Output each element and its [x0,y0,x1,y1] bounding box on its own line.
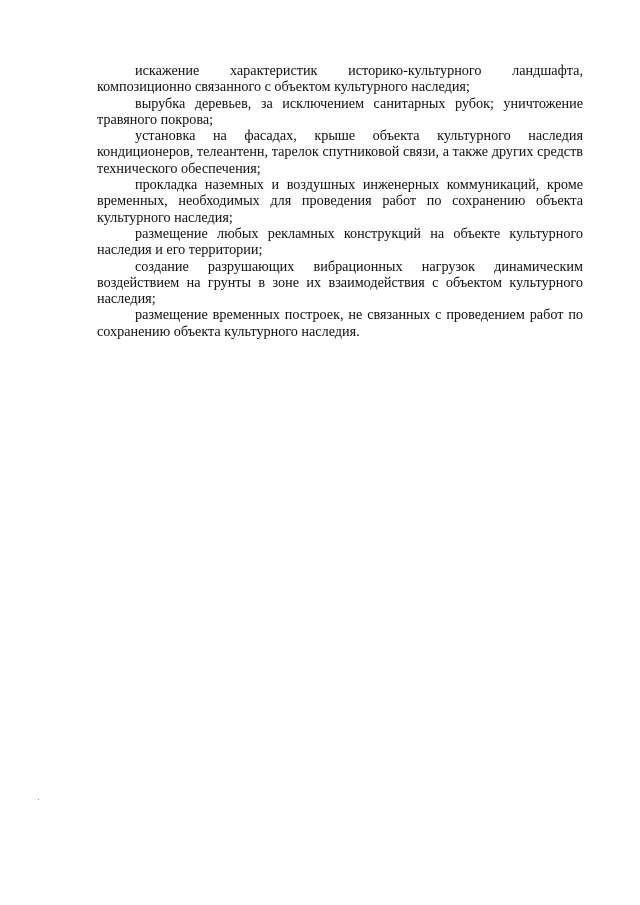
paragraph-vibration-loads: создание разрушающих вибрационных нагрузок динамическим воздействием на грунты в зоне их взаимодействия с объектом культурного наследия; [97,258,583,308]
paragraph-temporary-buildings: размещение временных построек, не связанных с проведением работ по сохранению объекта культурного наследия. [97,307,583,340]
paragraph-facade-equipment: установка на фасадах, крыше объекта культурного наследия кондиционеров, телеантенн, тарелок спутниковой связи, а также других средств технического обеспечения; [97,128,583,177]
paragraph-advertising: размещение любых рекламных конструкций на объекте культурного наследия и его территории; [97,225,583,259]
paragraph-utility-lines: прокладка наземных и воздушных инженерных коммуникаций, кроме временных, необходимых для проведения работ по сохранению объекта культурного наследия; [97,177,583,226]
paragraph-landscape-distortion: искажение характеристик историко-культурного ландшафта, композиционно связанного с объектом культурного наследия; [97,63,583,96]
scan-speck [38,799,39,800]
document-body [97,63,583,340]
paragraph-tree-felling: вырубка деревьев, за исключением санитарных рубок; уничтожение травяного покрова; [97,95,583,128]
